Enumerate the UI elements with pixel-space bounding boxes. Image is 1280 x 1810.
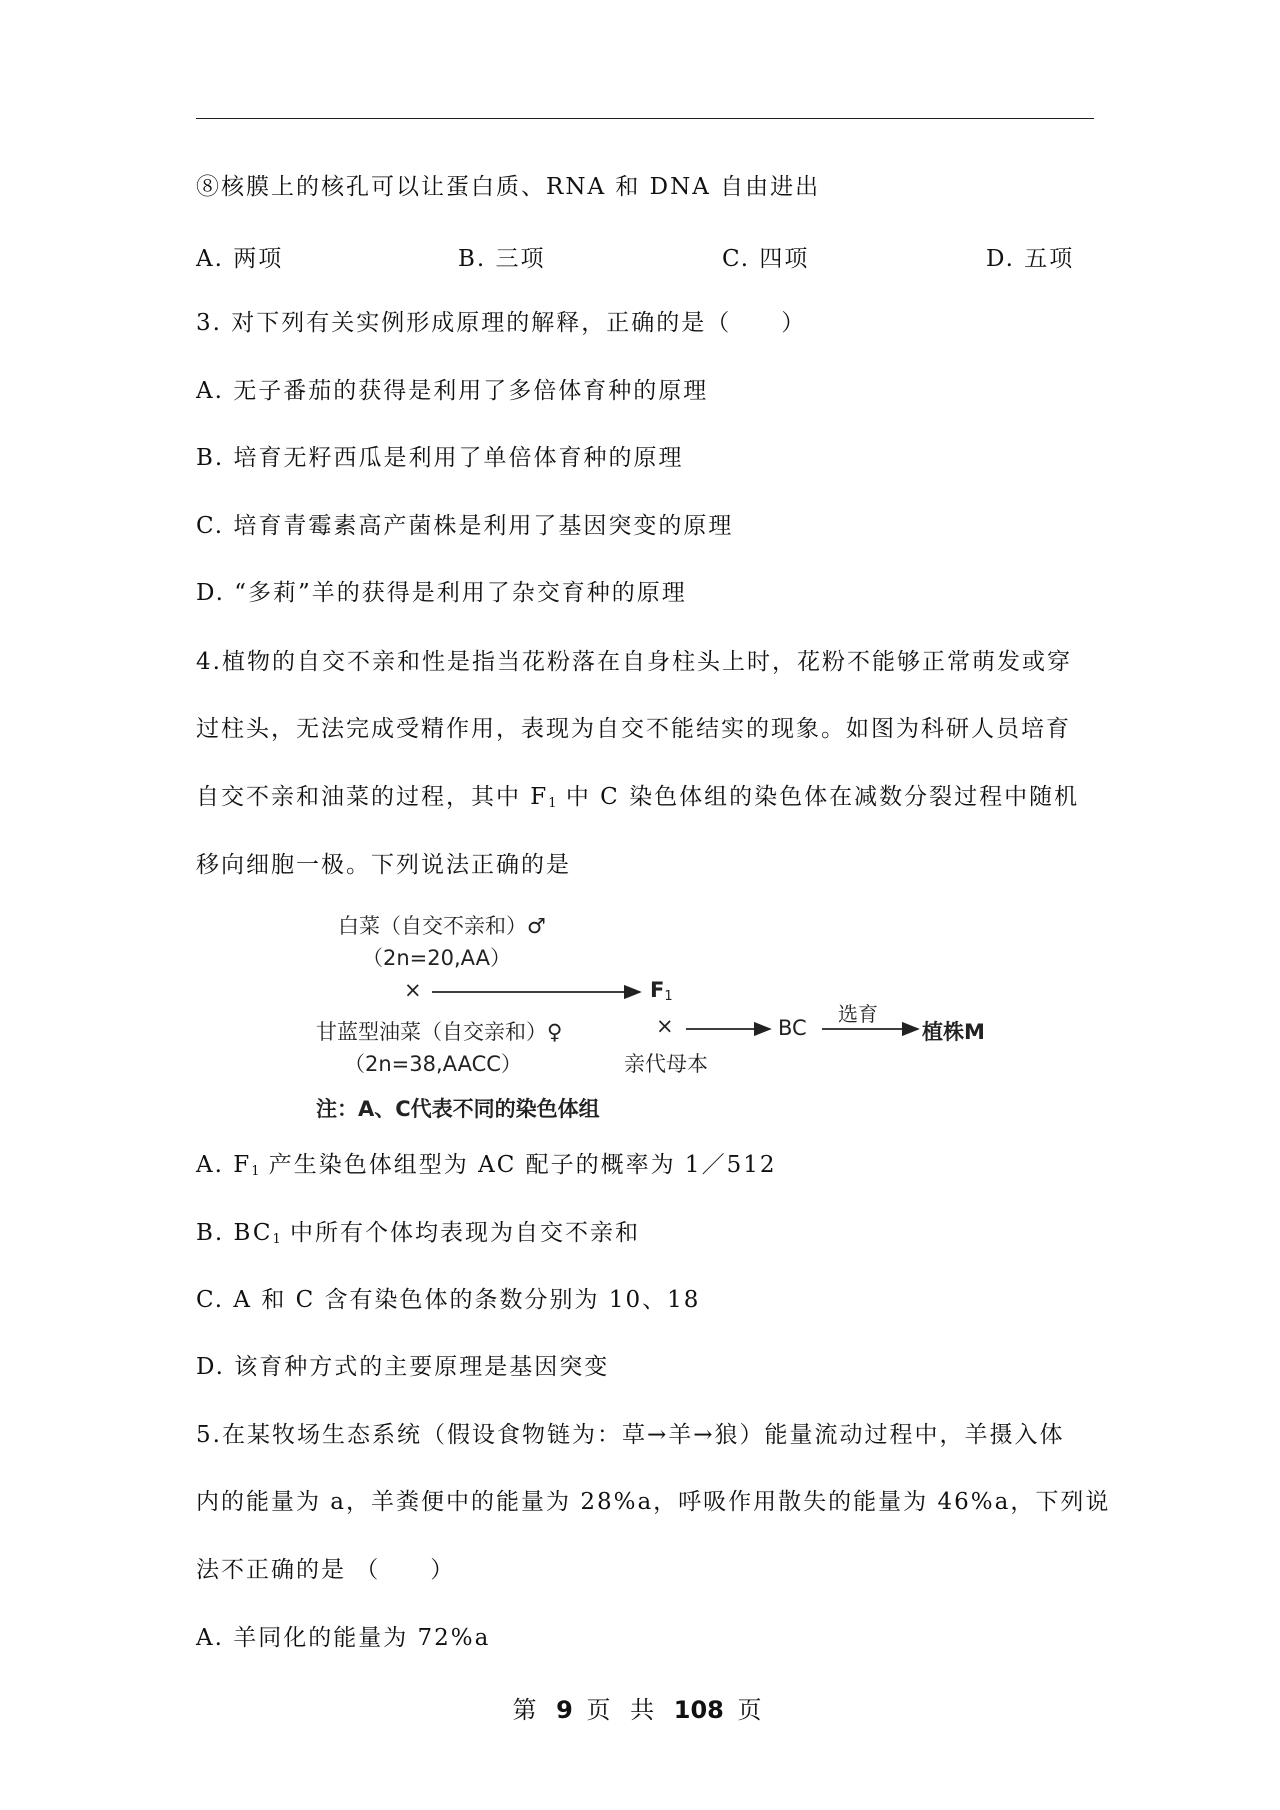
q5-stem-line-2: 内的能量为 a，羊粪便中的能量为 28%a，呼吸作用散失的能量为 46%a，下列说 — [196, 1489, 1111, 1515]
q3-option-c: C. 培育青霉素高产菌株是利用了基因突变的原理 — [196, 513, 734, 539]
plant-m-label: 植株M — [922, 1020, 985, 1044]
selection-label: 选育 — [838, 1002, 878, 1026]
diagram-note: 注：A、C代表不同的染色体组 — [316, 1097, 600, 1121]
q3-option-b: B. 培育无籽西瓜是利用了单倍体育种的原理 — [196, 445, 684, 471]
q5-stem-line-1: 5.在某牧场生态系统（假设食物链为：草→羊→狼）能量流动过程中，羊摄入体 — [196, 1422, 1065, 1448]
q2-option-a: A. 两项 — [196, 246, 284, 272]
parent-chinese-cabbage-genotype: （2n=20,AA） — [362, 946, 511, 970]
q4-stem-line-3: 自交不亲和油菜的过程，其中 $F_1$ 中 C 染色体组的染色体在减数分裂过程中随机 — [196, 784, 1080, 811]
q4-option-b: B. $BC_1$ 中所有个体均表现为自交不亲和 — [196, 1220, 641, 1247]
q4-stem-line-2: 过柱头，无法完成受精作用，表现为自交不能结实的现象。如图为科研人员培育 — [196, 716, 1071, 742]
q3-stem: 3. 对下列有关实例形成原理的解释，正确的是（ ） — [196, 310, 807, 336]
q4-option-d: D. 该育种方式的主要原理是基因突变 — [196, 1354, 610, 1380]
cross-symbol-1: × — [404, 978, 422, 1002]
q4-stem-line-1: 4.植物的自交不亲和性是指当花粉落在自身柱头上时，花粉不能够正常萌发或穿 — [196, 649, 1072, 675]
q2-item-8: ⑧核膜上的核孔可以让蛋白质、RNA 和 DNA 自由进出 — [196, 174, 821, 200]
page-total: 108 — [673, 1696, 724, 1724]
parent-rapeseed-genotype: （2n=38,AACC） — [344, 1052, 522, 1076]
q5-option-a: A. 羊同化的能量为 72%a — [196, 1625, 491, 1651]
breeding-diagram — [300, 898, 985, 1128]
page-footer: 第 9 页 共 108 页 — [512, 1696, 768, 1724]
q4-stem-line-4: 移向细胞一极。下列说法正确的是 — [196, 852, 571, 878]
parent-chinese-cabbage: 白菜（自交不亲和）♂ — [338, 914, 546, 938]
q2-option-c: C. 四项 — [722, 246, 810, 272]
q2-option-b: B. 三项 — [458, 246, 546, 272]
q3-option-a: A. 无子番茄的获得是利用了多倍体育种的原理 — [196, 378, 709, 404]
bc1-label: BC — [778, 1016, 807, 1040]
backcross-parent-label: 亲代母本 — [624, 1052, 708, 1076]
q4-option-c: C. A 和 C 含有染色体的条数分别为 10、18 — [196, 1287, 701, 1313]
page-number: 9 — [556, 1696, 573, 1724]
header-rule — [196, 118, 1094, 119]
q3-option-d: D. “多莉”羊的获得是利用了杂交育种的原理 — [196, 580, 687, 606]
q2-option-d: D. 五项 — [986, 246, 1075, 272]
cross-symbol-2: × — [656, 1014, 674, 1038]
q5-stem-line-3: 法不正确的是 （ ） — [196, 1557, 456, 1583]
parent-rapeseed: 甘蓝型油菜（自交亲和）♀ — [316, 1020, 563, 1044]
q4-option-a: A. $F_1$ 产生染色体组型为 AC 配子的概率为 1／512 — [196, 1152, 777, 1179]
f1-label: $F_1$ — [650, 978, 673, 1004]
